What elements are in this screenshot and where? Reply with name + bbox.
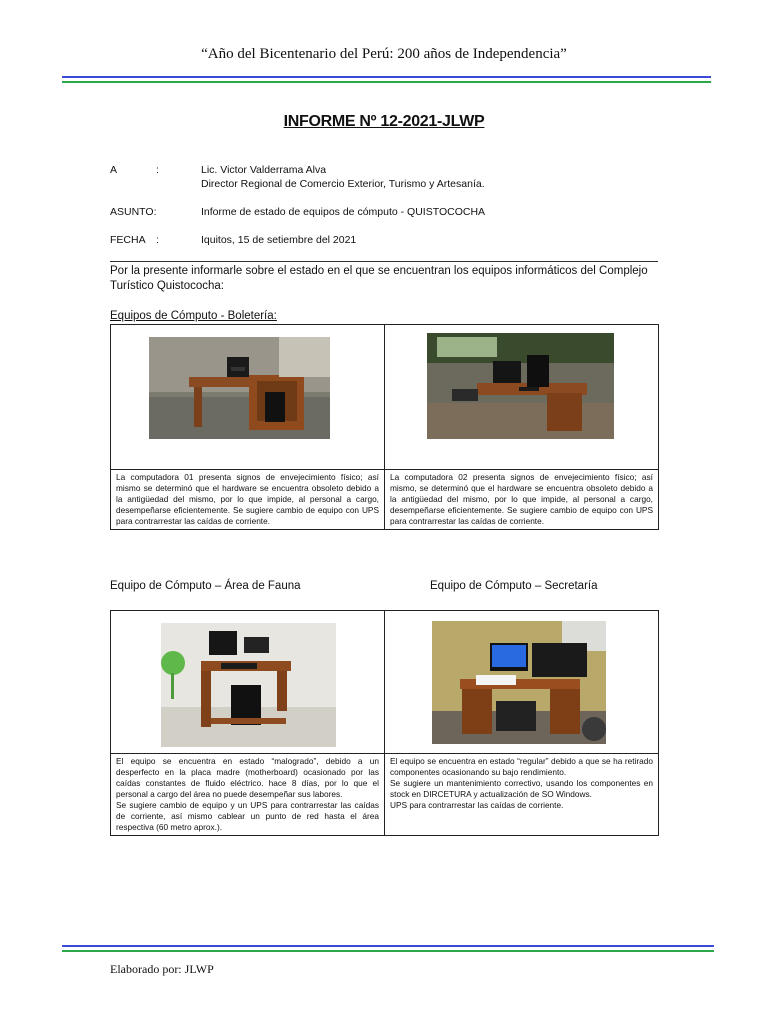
secretaria-caption-p3: UPS para contrarrestar las caídas de corriente. [390,800,564,810]
field-to [0,164,768,194]
fauna-photo-cell [111,611,385,754]
secretaria-caption-p1: El equipo se encuentra en estado “regular” debido a que se ha retirado componentes ocasionando su bajo rendimiento. [390,756,653,777]
boleteria-table [110,324,659,530]
header-motto: “Año del Bicentenario del Perú: 200 años de Independencia” [201,46,567,62]
section-fauna-label: Equipo de Cómputo – Área de Fauna [110,580,301,592]
to-position: Director Regional de Comercio Exterior, Turismo y Artesanía. [201,178,485,190]
to-colon: : [156,164,159,176]
date-colon: : [156,234,159,246]
fauna-caption-p1: El equipo se encuentra en estado “malogrado”, debido a un desperfecto en la placa madre (motherboard) ocasionado por las caídas constantes de fluido eléctrico. hace 8 días, por lo que el personal a cargo del área no puede desempeñar sus labores. [116,756,379,799]
fauna-caption-cell [111,754,385,836]
footer-rule-green [62,950,714,952]
date-label: FECHA [110,234,146,246]
section-secretaria-label: Equipo de Cómputo – Secretaría [430,580,598,592]
field-subject [0,206,768,220]
pc02-photo-cell [385,325,659,470]
pc01-photo-cell [111,325,385,470]
pc02-photo [427,333,614,439]
footer-rule-blue [62,945,714,947]
to-name: Lic. Victor Valderrama Alva [201,164,327,176]
secretaria-photo [432,621,606,744]
secretaria-caption-p2: Se sugiere un mantenimiento correctivo, usando los componentes en stock en DIRCETURA y actualización de SO Windows. [390,778,653,799]
fauna-secretaria-table [110,610,659,836]
pc02-caption-cell [385,470,659,530]
header-separator [110,261,658,262]
subject-label: ASUNTO: [110,206,157,218]
pc02-caption: La computadora 02 presenta signos de envejecimiento físico; así mismo, se determinó que el hardware se encuentra obsoleto debido a la antigüedad del mismo, por lo que impide, al personal a cargo, desempeñarse eficientemente. Se sugiere cambio de equipo con UPS para contrarrestar las caídas de corriente. [390,472,653,526]
subject-value: Informe de estado de equipos de cómputo - QUISTOCOCHA [201,206,486,218]
intro-paragraph: Por la presente informarle sobre el estado en el que se encuentran los equipos informáticos del Complejo Turístico Quistococha: [110,265,648,292]
pc01-photo [149,337,330,439]
report-title: INFORME Nº 12-2021-JLWP [283,113,485,130]
secretaria-photo-cell [385,611,659,754]
pc01-caption-cell [111,470,385,530]
footer-author: Elaborado por: JLWP [110,962,214,976]
header-rule-green [62,81,711,83]
fauna-photo [161,623,336,747]
section-boleteria-label: Equipos de Cómputo - Boletería: [110,310,277,322]
fauna-caption-p2: Se sugiere cambio de equipo y un UPS para contrarrestar las caídas de corriente, así mismo cablear un punto de red hasta el área respectiva (60 metro aprox.). [116,800,379,832]
header-rule-blue [62,76,711,78]
date-value: Iquitos, 15 de setiembre del 2021 [201,234,357,246]
field-date [0,234,768,248]
secretaria-caption-cell [385,754,659,836]
pc01-caption: La computadora 01 presenta signos de envejecimiento físico; así mismo se determinó que el hardware se encuentra obsoleto debido a la antigüedad del mismo, por lo que impide, al personal a cargo, desempeñarse eficientemente. Se sugiere cambio de equipo con UPS para contrarrestar las caídas de corriente. [116,472,379,526]
to-label: A [110,164,118,176]
